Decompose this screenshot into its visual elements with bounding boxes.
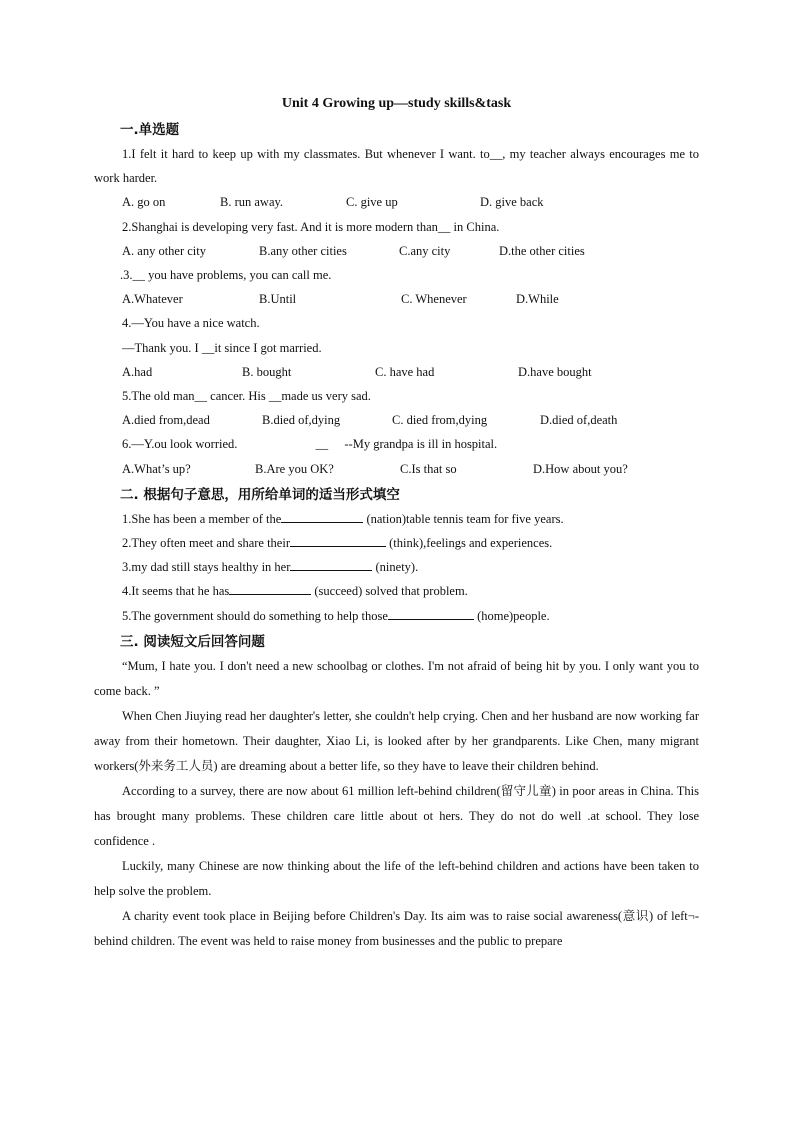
option-b: B.any other cities xyxy=(259,243,347,258)
fill-item-text: (ninety). xyxy=(372,560,419,575)
option-b: B. run away. xyxy=(220,195,284,210)
option-b: B.Until xyxy=(259,292,297,307)
fill-item-text: 2.They often meet and share their xyxy=(122,536,290,551)
question-5: 5.The old man__ cancer. His __made us very sad. xyxy=(122,389,371,404)
option-d: D.have bought xyxy=(518,364,592,379)
answer-blank[interactable] xyxy=(290,558,372,571)
question-6-blank: __ xyxy=(315,437,329,452)
option-c: C. give up xyxy=(346,195,398,210)
question-4-reply: —Thank you. I __it since I got married. xyxy=(122,340,322,355)
answer-blank[interactable] xyxy=(229,582,311,595)
option-c: C.any city xyxy=(399,243,451,258)
fill-item-4 xyxy=(94,579,699,603)
option-a: A. go on xyxy=(122,195,166,210)
answer-blank[interactable] xyxy=(388,607,474,620)
fill-item-text: (home)people. xyxy=(473,608,550,623)
option-c: C.Is that so xyxy=(400,461,457,476)
option-b: B. bought xyxy=(242,364,292,379)
option-d: D.died of,death xyxy=(540,413,618,428)
option-c: C. have had xyxy=(375,364,435,379)
question-1-options xyxy=(94,190,699,214)
option-a: A.died from,dead xyxy=(122,413,210,428)
option-d: D.How about you? xyxy=(533,461,628,476)
reading-paragraph-5: A charity event took place in Beijing before Children's Day. Its aim was to raise social awareness(意识) of left¬-behind children. The event was held to raise money from businesses and the public to prepare xyxy=(94,908,699,948)
fill-item-text: 5.The government should do something to help those xyxy=(122,608,388,623)
question-2-options xyxy=(94,239,699,263)
section-heading-multiple-choice: 一.单选题 xyxy=(120,122,180,138)
option-b: B.Are you OK? xyxy=(255,461,334,476)
section-heading-fill-in: 二. 根据句子意思，用所给单词的适当形式填空 xyxy=(120,486,400,503)
fill-item-5 xyxy=(94,604,699,628)
option-a: A. any other city xyxy=(122,243,207,258)
fill-item-text: 4.It seems that he has xyxy=(122,584,230,599)
question-4: 4.—You have a nice watch. xyxy=(122,316,260,331)
question-6 xyxy=(94,432,699,456)
reading-paragraph-3: According to a survey, there are now about 61 million left-behind children(留守儿童) in poor areas in China. This has brought many problems. These children care little about ot hers. They do not do well .at school. They lose confidence . xyxy=(94,783,699,848)
fill-item-text: 3.my dad still stays healthy in her xyxy=(122,560,291,575)
option-a: A.Whatever xyxy=(122,292,183,307)
reading-paragraph-2: When Chen Jiuying read her daughter's letter, she couldn't help crying. Chen and her husband are now working far away from their hometown. Their daughter, Xiao Li, is looked after by her grandparents. Like Chen, many migrant workers(外来务工人员) are dreaming about a better life, so they have to leave their children behind. xyxy=(94,708,699,773)
question-5-options xyxy=(94,408,699,432)
question-6-prompt: 6.—Y.ou look worried. xyxy=(122,437,238,452)
option-d: D.While xyxy=(516,292,559,307)
question-6-options xyxy=(94,457,699,481)
section-heading-reading: 三. 阅读短文后回答问题 xyxy=(120,633,265,650)
option-b: B.died of,dying xyxy=(262,413,341,428)
question-6-reply: --My grandpa is ill in hospital. xyxy=(344,437,498,452)
reading-paragraph-4: Luckily, many Chinese are now thinking about the life of the left-behind children and actions have been taken to help solve the problem. xyxy=(94,858,699,898)
fill-item-text: (succeed) solved that problem. xyxy=(311,584,468,599)
question-3-options xyxy=(94,287,699,311)
document-page xyxy=(94,94,699,954)
reading-paragraph-1: “Mum, I hate you. I don't need a new schoolbag or clothes. I'm not afraid of being hit by you. I only want you to come back. ” xyxy=(94,658,699,698)
fill-item-text: (nation)table tennis team for five years. xyxy=(363,511,564,526)
fill-item-3 xyxy=(94,555,699,579)
answer-blank[interactable] xyxy=(281,510,363,523)
question-2: 2.Shanghai is developing very fast. And it is more modern than__ in China. xyxy=(122,219,500,234)
answer-blank[interactable] xyxy=(290,534,386,547)
fill-item-2 xyxy=(94,531,699,555)
option-d: D. give back xyxy=(480,195,544,210)
option-d: D.the other cities xyxy=(499,243,585,258)
document-title: Unit 4 Growing up—study skills&task xyxy=(281,96,512,111)
fill-item-1 xyxy=(94,507,699,531)
question-3: .3.__ you have problems, you can call me. xyxy=(120,268,332,283)
option-c: C. Whenever xyxy=(401,292,467,307)
option-c: C. died from,dying xyxy=(392,413,488,428)
fill-item-text: 1.She has been a member of the xyxy=(122,511,282,526)
question-1: 1.I felt it hard to keep up with my classmates. But whenever I want. to__, my teacher always encourages me to work harder. xyxy=(94,147,699,186)
fill-item-text: (think),feelings and experiences. xyxy=(386,536,553,551)
question-4-options xyxy=(94,360,699,384)
option-a: A.had xyxy=(122,364,153,379)
option-a: A.What’s up? xyxy=(122,461,191,476)
